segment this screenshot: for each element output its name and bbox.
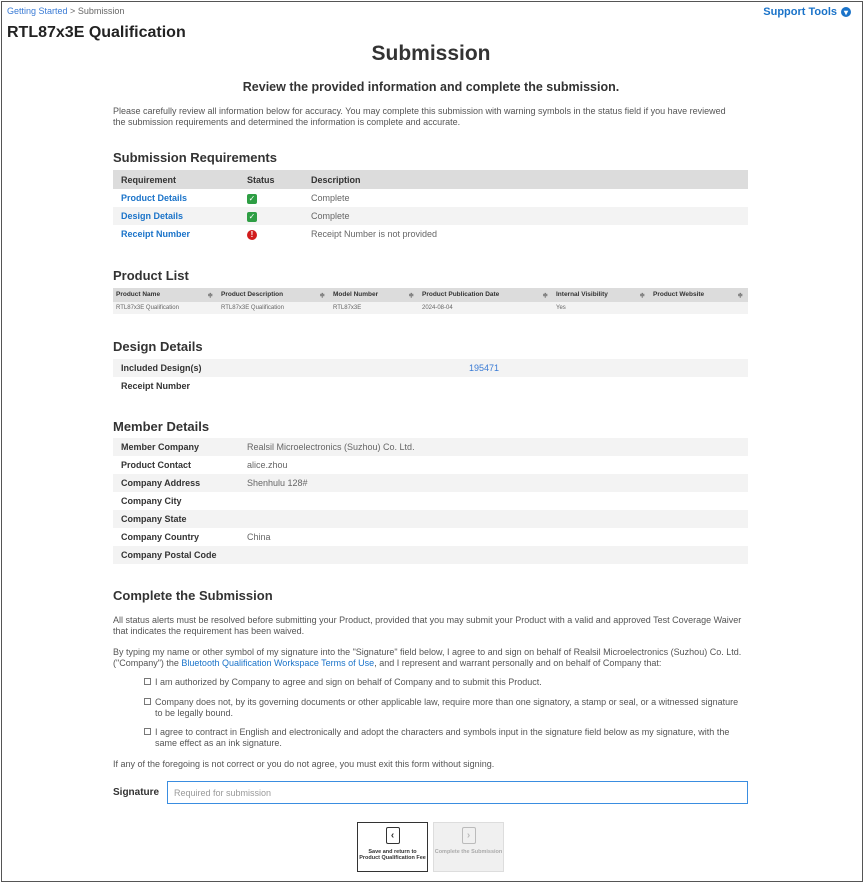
check-icon: ✓ xyxy=(248,193,256,203)
checkbox[interactable] xyxy=(144,678,151,685)
page-title: Submission xyxy=(371,42,491,65)
table-row: Company Country China xyxy=(121,532,271,542)
table-row xyxy=(113,359,748,377)
col-internal-visibility[interactable]: Internal Visibility ≑ xyxy=(556,291,645,299)
agreement-checkbox-1[interactable]: I am authorized by Company to agree and sign on behalf of Company and to submit this Product. xyxy=(144,677,744,688)
complete-heading: Complete the Submission xyxy=(113,588,273,603)
error-icon: ! xyxy=(247,230,257,240)
breadcrumb-getting-started[interactable]: Getting Started xyxy=(7,6,68,16)
col-product-website[interactable]: Product Website ≑ xyxy=(653,291,743,299)
table-row: Member Company Realsil Microelectronics (Suzhou) Co. Ltd. xyxy=(113,438,748,456)
included-design-link[interactable]: 195471 xyxy=(469,363,500,373)
col-product-name[interactable]: Product Name ≑ xyxy=(116,291,213,299)
requirements-header xyxy=(113,170,748,189)
table-row: Company Address Shenhulu 128# xyxy=(113,474,748,492)
member-details-table xyxy=(113,438,748,564)
col-model-number[interactable]: Model Number ≑ xyxy=(333,291,414,299)
col-product-description[interactable]: Product Description ≑ xyxy=(221,291,325,299)
col-publication-date[interactable]: Product Publication Date ≑ xyxy=(422,291,548,299)
requirement-description: Receipt Number is not provided xyxy=(311,229,438,239)
requirement-link-design-details[interactable]: Design Details xyxy=(121,211,184,221)
intro-text: Please carefully review all information below for accuracy. You may complete this submission with warning symbols in the status field if you have reviewed the submission requirements and determined the information is complete and accurate. xyxy=(113,106,726,127)
chevron-left-icon: ‹ xyxy=(386,827,400,844)
support-tools-menu[interactable] xyxy=(763,6,851,18)
requirements-heading: Submission Requirements xyxy=(113,150,277,165)
design-details-heading: Design Details xyxy=(113,339,203,354)
page-subtitle: Review the provided information and complete the submission. xyxy=(242,80,620,94)
sort-icon: ≑ xyxy=(639,292,645,299)
terms-of-use-link[interactable]: Bluetooth Qualification Workspace Terms of Use xyxy=(181,658,375,668)
col-status: Status xyxy=(247,174,275,185)
table-row xyxy=(113,377,748,395)
sort-icon: ≑ xyxy=(408,292,414,299)
chevron-right-icon: › xyxy=(462,827,476,844)
save-return-button[interactable]: ‹ Save and return to Product Qualification Fee xyxy=(357,822,428,872)
table-row xyxy=(113,225,748,243)
checkbox[interactable] xyxy=(144,698,151,705)
receipt-number-label: Receipt Number xyxy=(121,381,191,391)
table-row xyxy=(113,189,748,207)
complete-submission-button[interactable]: › Complete the Submission xyxy=(433,822,504,872)
table-row: Company State xyxy=(113,510,748,528)
status-alerts-text: All status alerts must be resolved before submitting your Product, provided that you may submit your Product with a valid and approved Test Coverage Waiver that indicates the requirement has been waived. xyxy=(113,615,742,636)
requirement-link-receipt-number[interactable]: Receipt Number xyxy=(121,229,191,239)
requirements-table xyxy=(113,170,748,243)
checkbox[interactable] xyxy=(144,728,151,735)
agreement-checkbox-2[interactable]: Company does not, by its governing documents or other applicable law, require more than one signatory, a stamp or seal, or a witnessed signature to be legally bound. xyxy=(144,697,744,718)
agreement-text: By typing my name or other symbol of my signature into the "Signature" field below, I agree to and sign on behalf of Realsil Microelectronics (Suzhou) Co. Ltd. ("Company") the Bluetooth Qualification Workspace Terms of Use, and I represent and warrant personally and on behalf of Company that: xyxy=(113,647,742,668)
sort-icon: ≑ xyxy=(319,292,325,299)
member-details-heading: Member Details xyxy=(113,419,210,434)
signature-label: Signature xyxy=(113,787,160,798)
table-row: Company Postal Code xyxy=(113,546,748,564)
col-requirement: Requirement xyxy=(121,174,177,185)
table-row: Company City xyxy=(121,496,182,506)
table-row: RTL87x3E Qualification RTL87x3E Qualification RTL87x3E 2024-08-04 Yes xyxy=(113,302,748,314)
breadcrumb-sep: > xyxy=(67,6,78,16)
requirement-description: Complete xyxy=(311,193,350,203)
product-list-heading: Product List xyxy=(113,268,189,283)
col-description: Description xyxy=(311,174,361,185)
exit-form-text: If any of the foregoing is not correct or you do not agree, you must exit this form without signing. xyxy=(113,759,495,769)
sort-icon: ≑ xyxy=(542,292,548,299)
table-row xyxy=(113,207,748,225)
sort-icon: ≑ xyxy=(207,292,213,299)
sort-icon: ≑ xyxy=(737,292,743,299)
included-designs-label: Included Design(s) xyxy=(121,363,202,373)
breadcrumb-current: Submission xyxy=(77,6,125,16)
requirement-link-product-details[interactable]: Product Details xyxy=(121,193,188,203)
table-row: Product Contact alice.zhou xyxy=(121,460,288,470)
signature-input[interactable] xyxy=(167,781,748,804)
requirement-description: Complete xyxy=(311,211,350,221)
chevron-down-icon: ▾ xyxy=(841,7,851,17)
support-tools-label: Support Tools xyxy=(763,6,837,18)
product-list-header xyxy=(113,288,748,302)
check-icon: ✓ xyxy=(248,211,256,221)
agreement-checkbox-3[interactable]: I agree to contract in English and electronically and adopt the characters and symbols input in the signature field below as my signature, with the same effect as an ink signature. xyxy=(144,727,744,748)
product-list-table xyxy=(113,288,748,314)
breadcrumb xyxy=(7,6,124,16)
design-details-table xyxy=(113,359,748,395)
qualification-title: RTL87x3E Qualification xyxy=(7,24,186,41)
